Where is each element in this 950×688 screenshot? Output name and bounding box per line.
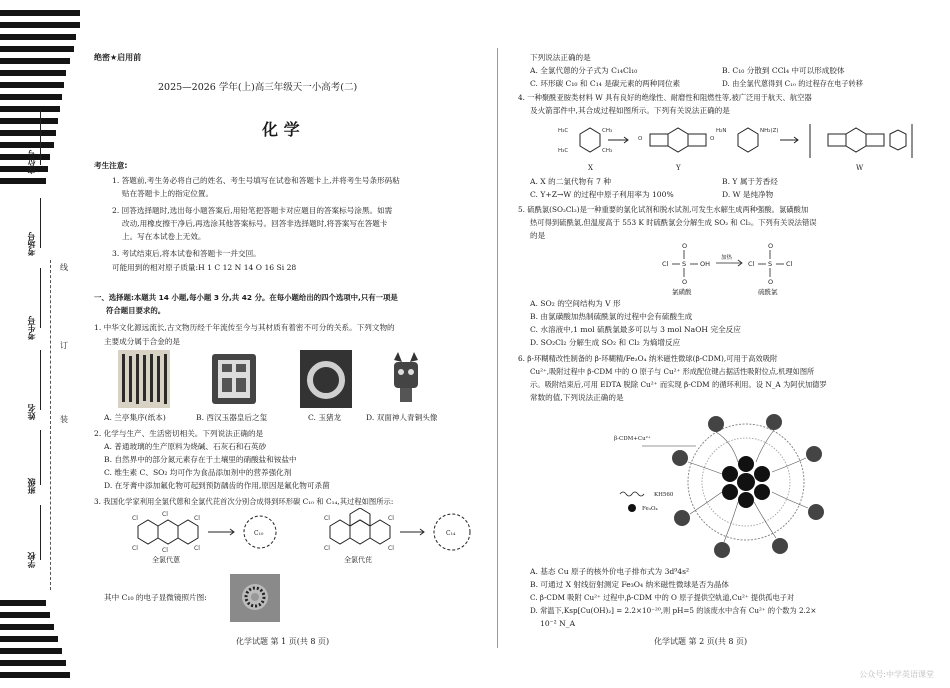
field-candidate: 考生号 [27,316,36,340]
legend-kh560: KH560 [654,492,674,498]
field-room: 考场号 [27,232,36,256]
q6-microsphere-figure [612,402,852,562]
svg-text:O: O [638,136,643,142]
svg-text:S: S [768,260,773,268]
q6-option-c: C. β-CDM 吸附 Cu²⁺ 过程中,β-CDM 中的 O 原子提供空轨道,Cu²⁺ 提供孤电子对 [530,593,795,602]
section1-title-2: 符合题目要求的。 [106,306,166,315]
svg-text:NH₂(Z): NH₂(Z) [760,128,779,134]
footer-page-1: 化学试题 第 1 页(共 8 页) [236,637,330,646]
svg-text:O: O [682,278,688,286]
svg-text:Cl: Cl [132,545,138,552]
binding-char-bind: 装 [60,415,68,424]
svg-text:Cl: Cl [162,511,168,518]
secret-label: 绝密★启用前 [94,53,142,62]
label-w: W [856,164,864,172]
q2-option-b: B. 自然界中的部分氮元素存在于土壤里的硝酸盐和铵盐中 [104,455,297,464]
candidate-line [40,268,41,328]
q3-reaction-scheme [118,508,488,566]
q6-stem-2: Cu²⁺,吸附过程中 β-CDM 中的 O 原子与 Cu²⁺ 形成配位键占据活性吸附位点,机理如图所 [530,367,815,376]
q5-reaction [660,240,820,296]
q4-option-b: B. Y 属于芳香烃 [722,177,778,186]
q2-option-d: D. 在牙膏中添加氟化物可起到预防龋齿的作用,原因是氟化物可杀菌 [104,481,330,490]
field-name: 姓名 [27,404,36,420]
svg-text:Cl: Cl [194,545,200,552]
svg-text:Cl: Cl [162,547,168,554]
q1-stem: 1. 中华文化源远流长,古文物历经千年流传至今与其材质有着密不可分的关系。下列文物的 [94,323,395,332]
label-x: X [588,164,593,172]
field-seat: 座位号 [27,150,36,174]
q4-option-c: C. Y+Z→W 的过程中原子利用率为 100% [530,190,674,199]
q1-option-d: D. 双面神人青铜头像 [366,413,438,422]
q6-option-d: D. 常温下,Ksp[Cu(OH)₂] = 2.2×10⁻²⁰,则 pH=5 的该废水中含有 Cu²⁺ 的个数为 2.2× [530,606,817,615]
q6-option-b: B. 可通过 X 射线衍射测定 Fe₃O₄ 纳米磁性微球是否为晶体 [530,580,730,589]
q4-option-a: A. X 的二氯代物有 7 种 [530,177,611,186]
room-line [40,198,41,248]
svg-text:Cl: Cl [132,515,138,522]
q5-option-a: A. SO₂ 的空间结构为 V 形 [530,299,621,308]
binding-dash-line [50,260,51,590]
binding-stripes [0,0,80,688]
q5-stem: 5. 硫酰氯(SO₂Cl₂)是一种重要的氯化试剂和脱水试剂,可发生水解生成两种强酸。氯磺酸加 [518,205,809,214]
q5-stem-2: 热可得到硫酰氯,但温度高于 553 K 时硫酰氯会分解生成 SO₂ 和 Cl₂。下列有关说法错误 [530,218,817,227]
svg-text:Cl: Cl [786,260,793,268]
q1-option-b: B. 西汉玉器皇后之玺 [196,413,268,422]
legend-cdm-cu: β-CDM+Cu²⁺ [614,436,651,442]
name-line [40,350,41,410]
svg-text:OH: OH [700,260,711,268]
c10-microscope-image [230,574,280,622]
atomic-masses: 可能用到的相对原子质量:H 1 C 12 N 14 O 16 Si 28 [112,263,297,272]
school-line [40,505,41,560]
q3-option-a: A. 全氯代蒽的分子式为 C₁₄Cl₁₀ [530,66,638,75]
svg-text:Cl: Cl [388,515,394,522]
binding-char-line: 线 [60,263,68,272]
svg-text:Cl: Cl [324,545,330,552]
jade-seal-image [208,350,260,408]
svg-text:Cl: Cl [324,515,330,522]
q3-photo-caption: 其中 C₁₀ 的电子显微镜照片图: [104,593,207,602]
svg-text:H₃C: H₃C [558,148,569,154]
svg-text:CH₃: CH₃ [602,128,613,134]
q5-stem-3: 的是 [530,231,546,240]
reaction-condition: 加热 [721,255,733,261]
label-perchloropyrene: 全氯代芘 [344,556,372,564]
q5-option-c: C. 水溶液中,1 mol 硫酰氯最多可以与 3 mol NaOH 完全反应 [530,325,741,334]
q4-synthesis-scheme [528,118,918,174]
seat-line [40,110,41,165]
subject-title: 化 学 [262,120,300,139]
q2-option-c: C. 维生素 C、SO₂ 均可作为食品添加剂中的营养强化剂 [104,468,292,477]
q3-option-d: D. 由全氯代蒽得到 C₁₀ 的过程存在电子转移 [722,79,863,88]
notice-line: 2. 回答选择题时,选出每小题答案后,用铅笔把答题卡对应题目的答案标号涂黑。如需 [112,206,393,215]
label-y: Y [676,164,681,172]
notice-line: 改动,用橡皮擦干净后,再选涂其他答案标号。回答非选择题时,将答案写在答题卡 [122,219,388,228]
q4-option-d: D. W 是纯净物 [722,190,774,199]
svg-text:O: O [710,136,715,142]
q5-option-d: D. SO₂Cl₂ 分解生成 SO₂ 和 Cl₂ 为熵增反应 [530,338,681,347]
watermark: 公众号:中学英语课堂 [859,670,934,679]
q2-stem: 2. 化学与生产、生活密切相关。下列说法正确的是 [94,429,264,438]
ring-label-c14: C₁₄ [446,530,456,537]
jade-dragon-image [300,350,352,408]
q3-stem: 3. 我国化学家利用全氯代蒽和全氯代芘首次分别合成得到环形碳 C₁₀ 和 C₁₄,其过程如图所示: [94,497,394,506]
svg-text:Cl: Cl [748,260,755,268]
q5-option-b: B. 由氯磺酸加热制硫酰氯的过程中会有硫酸生成 [530,312,693,321]
q3-option-b: B. C₁₀ 分散到 CCl₄ 中可以形成胶体 [722,66,845,75]
section1-title: 一、选择题:本题共 14 小题,每小题 3 分,共 42 分。在每小题给出的四个选项中,只有一项是 [94,293,398,302]
q3-option-c: C. 环形碳 C₁₀ 和 C₁₄ 是碳元素的两种同位素 [530,79,681,88]
class-line [40,430,41,485]
q6-option-d-cont: 10⁻² N_A [540,619,576,628]
svg-text:S: S [682,260,687,268]
svg-text:CH₃: CH₃ [602,148,613,154]
calligraphy-image [118,350,170,408]
svg-text:O: O [768,278,774,286]
label-chlorosulfonic-acid: 氯磺酸 [672,288,692,296]
notice-line: 1. 答题前,考生务必将自己的姓名、考生号填写在试卷和答题卡上,并将考生号条形码粘 [112,176,400,185]
notice-line: 贴在答题卡上的指定位置。 [122,189,214,198]
q4-stem-2: 及火箭部件中,其合成过程如图所示。下列有关说法正确的是 [530,106,730,115]
q6-stem: 6. β-环糊精改性制备的 β-环糊精/Fe₃O₄ 纳米磁性微球(β-CDM),可用于高效吸附 [518,354,778,363]
field-class: 班级 [27,478,36,494]
svg-text:H₂N: H₂N [716,128,727,134]
q6-stem-3: 示。吸附结束后,可用 EDTA 脱除 Cu²⁺ 而实现 β-CDM 的循环利用。设 N_A 为阿伏加德罗 [530,380,827,389]
ring-label-c10: C₁₀ [254,530,264,537]
exam-title: 2025—2026 学年(上)高三年级天一小高考(二) [158,82,358,93]
q2-option-a: A. 普通玻璃的生产原料为烧碱、石灰石和石英砂 [104,442,267,451]
notice-line: 3. 考试结束后,将本试卷和答题卡一并交回。 [112,249,261,258]
field-school: 学校 [27,552,36,568]
q3-continue: 下列说法正确的是 [530,53,591,62]
notice-line: 上。写在本试卷上无效。 [122,232,206,241]
q6-option-a: A. 基态 Cu 原子的核外价电子排布式为 3d⁹4s² [530,567,690,576]
legend-fe3o4: Fe₃O₄ [642,506,658,512]
svg-text:H₃C: H₃C [558,128,569,134]
label-sulfuryl-chloride: 硫酰氯 [758,288,778,296]
svg-text:Cl: Cl [662,260,669,268]
svg-text:O: O [682,242,688,250]
svg-text:Cl: Cl [388,545,394,552]
svg-text:O: O [768,242,774,250]
q1-stem-2: 主要成分属于合金的是 [104,337,180,346]
svg-text:Cl: Cl [194,515,200,522]
bronze-head-image [380,350,432,408]
footer-page-2: 化学试题 第 2 页(共 8 页) [654,637,748,646]
notice-heading: 考生注意: [94,161,128,170]
q1-option-a: A. 兰亭集序(纸本) [104,413,166,422]
q4-stem: 4. 一种聚酰亚胺类材料 W 具有良好的绝缘性、耐磨性和阻燃性等,被广泛用于航天、航空器 [518,93,812,102]
binding-char-order: 订 [60,341,68,350]
page-divider [497,48,498,648]
q1-option-c: C. 玉猪龙 [308,413,342,422]
label-perchloroanthracene: 全氯代蒽 [152,556,180,564]
q6-stem-4: 常数的值,下列说法正确的是 [530,393,624,402]
